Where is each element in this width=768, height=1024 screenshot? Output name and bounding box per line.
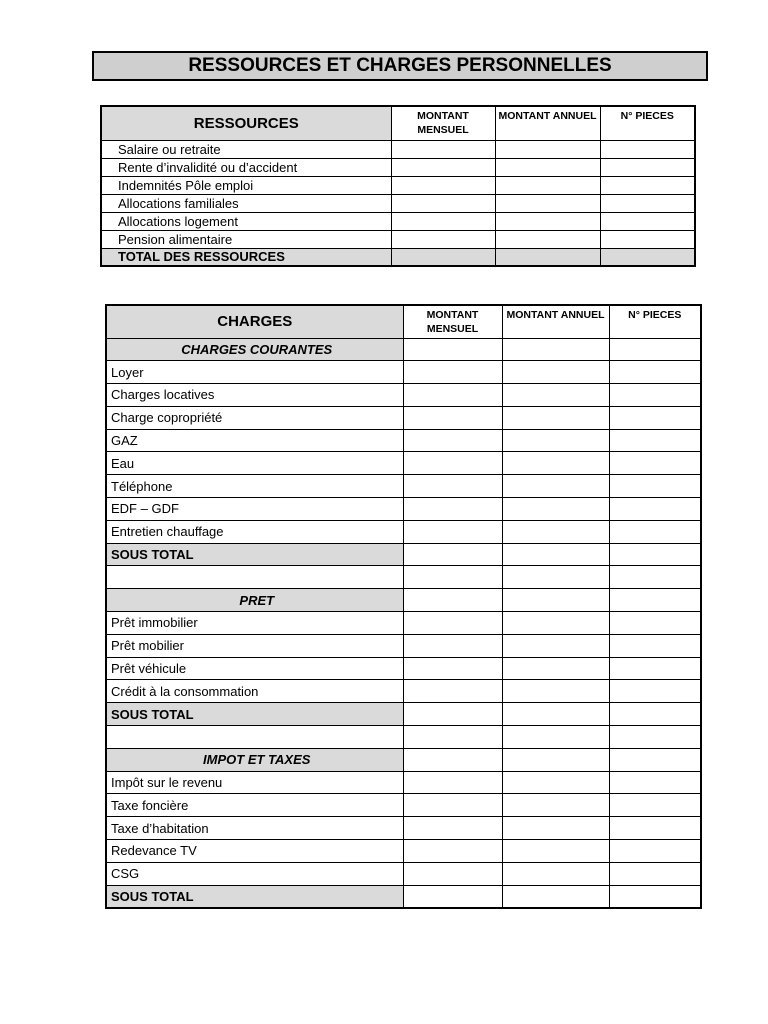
row-label: CSG [106,862,403,885]
montant-annuel-cell[interactable] [502,384,609,407]
montant-annuel-cell[interactable] [495,140,600,158]
table-row [106,817,701,840]
row-label: Redevance TV [106,840,403,863]
numero-pieces-cell[interactable] [600,194,695,212]
table-row [106,566,701,589]
table-row [106,406,701,429]
montant-mensuel-cell[interactable] [403,520,502,543]
numero-pieces-cell[interactable] [609,862,701,885]
montant-mensuel-cell[interactable] [403,703,502,726]
montant-mensuel-cell[interactable] [391,230,495,248]
column-header-montant-annuel: MONTANT ANNUEL [495,106,600,140]
row-label: GAZ [106,429,403,452]
montant-annuel-cell[interactable] [502,885,609,908]
montant-annuel-cell[interactable] [502,498,609,521]
montant-annuel-cell[interactable] [502,566,609,589]
column-header-numero-pieces: N° PIECES [600,106,695,140]
row-label: SOUS TOTAL [106,543,403,566]
table-row [106,771,701,794]
numero-pieces-cell[interactable] [609,475,701,498]
column-header-montant-mensuel: MONTANT MENSUEL [403,305,502,338]
montant-mensuel-cell [403,338,502,361]
montant-annuel-cell[interactable] [495,158,600,176]
table-row [101,230,695,248]
montant-annuel-cell [502,748,609,771]
table-row [106,520,701,543]
montant-mensuel-cell[interactable] [403,657,502,680]
table-row [106,794,701,817]
row-label: Indemnités Pôle emploi [101,176,391,194]
table-row [101,194,695,212]
numero-pieces-cell[interactable] [609,817,701,840]
row-label: Prêt immobilier [106,612,403,635]
numero-pieces-cell[interactable] [609,429,701,452]
montant-mensuel-cell[interactable] [403,498,502,521]
numero-pieces-cell[interactable] [609,520,701,543]
numero-pieces-cell[interactable] [609,840,701,863]
montant-annuel-cell[interactable] [502,452,609,475]
row-label [106,726,403,749]
row-label: TOTAL DES RESSOURCES [101,248,391,266]
numero-pieces-cell[interactable] [600,230,695,248]
montant-mensuel-cell [403,748,502,771]
table-row [106,862,701,885]
table-row [106,361,701,384]
montant-mensuel-cell[interactable] [403,452,502,475]
section-header-row [106,589,701,612]
montant-annuel-cell [502,338,609,361]
montant-mensuel-cell[interactable] [403,612,502,635]
montant-mensuel-cell[interactable] [403,384,502,407]
numero-pieces-cell[interactable] [609,885,701,908]
montant-mensuel-cell[interactable] [403,361,502,384]
column-header-montant-annuel: MONTANT ANNUEL [502,305,609,338]
numero-pieces-cell[interactable] [609,726,701,749]
montant-mensuel-cell[interactable] [391,158,495,176]
montant-annuel-cell[interactable] [502,680,609,703]
montant-mensuel-cell[interactable] [391,194,495,212]
montant-mensuel-cell[interactable] [403,817,502,840]
numero-pieces-cell[interactable] [609,543,701,566]
numero-pieces-cell[interactable] [609,657,701,680]
montant-mensuel-cell[interactable] [391,212,495,230]
row-label: Prêt mobilier [106,634,403,657]
numero-pieces-cell[interactable] [609,452,701,475]
montant-annuel-cell[interactable] [495,248,600,266]
table-row [106,657,701,680]
ressources-header: RESSOURCES [101,106,391,140]
numero-pieces-cell [609,589,701,612]
numero-pieces-cell [609,338,701,361]
table-row [101,140,695,158]
montant-mensuel-cell[interactable] [403,862,502,885]
ressources-table [100,105,696,267]
row-label: Prêt véhicule [106,657,403,680]
montant-annuel-cell[interactable] [495,194,600,212]
numero-pieces-cell[interactable] [609,566,701,589]
subtotal-row [106,703,701,726]
numero-pieces-cell[interactable] [609,703,701,726]
row-label: Téléphone [106,475,403,498]
section-label: PRET [106,589,403,612]
table-row [106,498,701,521]
table-row [101,212,695,230]
montant-annuel-cell[interactable] [502,361,609,384]
numero-pieces-cell[interactable] [609,634,701,657]
row-label: Impôt sur le revenu [106,771,403,794]
montant-mensuel-cell[interactable] [391,176,495,194]
section-header-row [106,338,701,361]
montant-mensuel-cell[interactable] [403,634,502,657]
numero-pieces-cell[interactable] [600,158,695,176]
numero-pieces-cell[interactable] [600,176,695,194]
numero-pieces-cell[interactable] [609,771,701,794]
row-label: Taxe d’habitation [106,817,403,840]
montant-annuel-cell[interactable] [502,612,609,635]
montant-mensuel-cell[interactable] [403,794,502,817]
montant-mensuel-cell[interactable] [391,248,495,266]
section-label: IMPOT ET TAXES [106,748,403,771]
charges-table [105,304,702,909]
montant-annuel-cell[interactable] [502,657,609,680]
numero-pieces-cell[interactable] [609,794,701,817]
montant-mensuel-cell[interactable] [403,885,502,908]
numero-pieces-cell[interactable] [600,248,695,266]
row-label: Charges locatives [106,384,403,407]
montant-annuel-cell[interactable] [502,840,609,863]
charges-header-row [106,305,701,338]
montant-mensuel-cell[interactable] [403,406,502,429]
subtotal-row [106,543,701,566]
row-label: Eau [106,452,403,475]
column-header-numero-pieces: N° PIECES [609,305,701,338]
montant-annuel-cell [502,589,609,612]
numero-pieces-cell[interactable] [609,361,701,384]
montant-mensuel-cell[interactable] [403,429,502,452]
table-row [106,384,701,407]
numero-pieces-cell[interactable] [609,680,701,703]
section-header-row [106,748,701,771]
montant-annuel-cell[interactable] [502,543,609,566]
montant-mensuel-cell[interactable] [403,543,502,566]
row-label: SOUS TOTAL [106,703,403,726]
montant-mensuel-cell[interactable] [403,840,502,863]
charges-header: CHARGES [106,305,403,338]
montant-annuel-cell[interactable] [502,726,609,749]
montant-annuel-cell[interactable] [502,475,609,498]
montant-annuel-cell[interactable] [502,406,609,429]
montant-annuel-cell[interactable] [502,794,609,817]
table-row [106,680,701,703]
montant-annuel-cell[interactable] [495,176,600,194]
montant-mensuel-cell[interactable] [403,771,502,794]
section-label: CHARGES COURANTES [106,338,403,361]
total-row [101,248,695,266]
row-label: Rente d’invalidité ou d’accident [101,158,391,176]
montant-mensuel-cell[interactable] [391,140,495,158]
row-label: Pension alimentaire [101,230,391,248]
row-label: Loyer [106,361,403,384]
row-label: Allocations logement [101,212,391,230]
numero-pieces-cell[interactable] [609,384,701,407]
montant-annuel-cell[interactable] [495,212,600,230]
table-row [106,840,701,863]
montant-mensuel-cell[interactable] [403,566,502,589]
column-header-montant-mensuel: MONTANT MENSUEL [391,106,495,140]
montant-annuel-cell[interactable] [502,520,609,543]
numero-pieces-cell [609,748,701,771]
montant-annuel-cell[interactable] [502,429,609,452]
numero-pieces-cell[interactable] [609,612,701,635]
montant-annuel-cell[interactable] [502,817,609,840]
table-row [106,452,701,475]
row-label: Entretien chauffage [106,520,403,543]
table-row [106,612,701,635]
table-row [106,429,701,452]
numero-pieces-cell[interactable] [609,498,701,521]
row-label: SOUS TOTAL [106,885,403,908]
montant-mensuel-cell[interactable] [403,726,502,749]
montant-mensuel-cell [403,589,502,612]
row-label: EDF – GDF [106,498,403,521]
row-label: Salaire ou retraite [101,140,391,158]
ressources-header-row [101,106,695,140]
row-label: Charge copropriété [106,406,403,429]
numero-pieces-cell[interactable] [600,212,695,230]
row-label: Taxe foncière [106,794,403,817]
montant-mensuel-cell[interactable] [403,475,502,498]
row-label: Allocations familiales [101,194,391,212]
montant-annuel-cell[interactable] [502,634,609,657]
row-label: Crédit à la consommation [106,680,403,703]
numero-pieces-cell[interactable] [609,406,701,429]
table-row [101,176,695,194]
table-row [106,634,701,657]
montant-annuel-cell[interactable] [502,771,609,794]
numero-pieces-cell[interactable] [600,140,695,158]
page-title: RESSOURCES ET CHARGES PERSONNELLES [92,51,708,81]
montant-annuel-cell[interactable] [502,862,609,885]
subtotal-row [106,885,701,908]
montant-annuel-cell[interactable] [502,703,609,726]
table-row [101,158,695,176]
table-row [106,475,701,498]
montant-mensuel-cell[interactable] [403,680,502,703]
row-label [106,566,403,589]
montant-annuel-cell[interactable] [495,230,600,248]
table-row [106,726,701,749]
